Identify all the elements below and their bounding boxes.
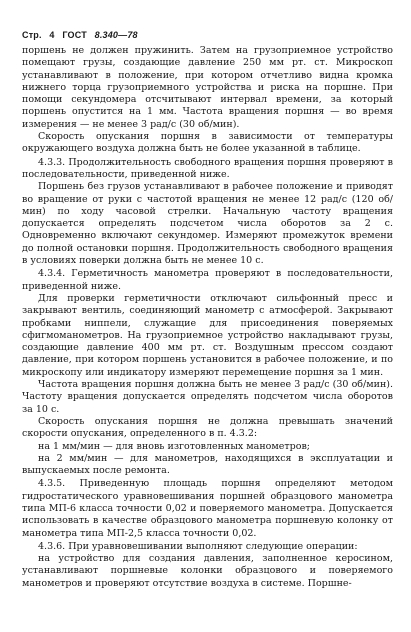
list-item: на 2 мм/мин — для манометров, находящихся в эксплуатации и выпускаемых после ремонта. bbox=[22, 452, 393, 477]
page-header bbox=[22, 30, 393, 40]
standard-code: 8.340—78 bbox=[94, 30, 138, 40]
paragraph: Поршень без грузов устанавливают в рабочее положение и приводят во вращение от руки с частотой вращения не менее 12 рад/с (120 об/мин) по ходу часовой стрелки. Начальную частоту вращения допускается определять подсчетом числа оборотов за 2 с. Одновременно включают секундомер. Измеряют промежуток времени до полной остановки поршня. Продолжительность свободного вращения в условиях поверки должна быть не менее 10 с. bbox=[22, 181, 393, 267]
section-4-3-3: 4.3.3. Продолжительность свободного вращения поршня проверяют в последовательности, приведенной ниже. bbox=[22, 156, 393, 180]
page-number: 4 bbox=[49, 30, 55, 40]
standard-name: ГОСТ bbox=[62, 30, 87, 40]
paragraph: Частота вращения поршня должна быть не менее 3 рад/с (30 об/мин). Частоту вращения допускается определять подсчетом числа оборотов за 10 с. bbox=[22, 379, 393, 415]
section-4-3-6: 4.3.6. При уравновешивании выполняют следующие операции: bbox=[38, 540, 358, 552]
list-item: на 1 мм/мин — для вновь изготовленных манометров; bbox=[38, 440, 311, 452]
paragraph: на устройство для создания давления, заполненное керосином, устанавливают поршневые колонки образцового и поверяемого манометров и проверяют отсутствие воздуха в системе. Поршне- bbox=[22, 553, 393, 589]
section-4-3-5: 4.3.5. Приведенную площадь поршня определяют методом гидростатического уравновешивания поршней образцового манометра типа МП-6 класса точности 0,02 и поверяемого манометра. Допускается использовать в качестве образцового манометра поршневую колонку от манометра типа МП-2,5 класса точности 0,02. bbox=[22, 478, 393, 539]
paragraph: Для проверки герметичности отключают сильфонный пресс и закрывают вентиль, соединяющий манометр с атмосферой. Закрывают пробками ниппели, служащие для присоединения поверяемых сфигмоманометров. На грузоприемное устройство накладывают грузы, создающие давление 400 мм рт. ст. Воздушным прессом создают давление, при котором поршень установится в рабочее положение, и по микроскопу или индикатору измеряют перемещение поршня за 1 мин. bbox=[22, 292, 393, 378]
paragraph: поршень не должен пружинить. Затем на грузоприемное устройство помещают грузы, создающие давление 250 мм рт. ст. Микроскоп устанавливают в положение, при котором отчетливо видна кромка нижнего торца грузоприемного устройства и риска на поршне. При помощи секундомера отсчитывают интервал времени, за который поршень опустится на 1 мм. Частота вращения поршня — во время измерения — не менее 3 рад/с (30 об/мин). bbox=[22, 45, 393, 130]
paragraph: Скорость опускания поршня в зависимости от температуры окружающего воздуха должна быть не более указанной в таблице. bbox=[22, 131, 393, 155]
paragraph: Скорость опускания поршня не должна превышать значений скорости опускания, определенного в п. 4.3.2: bbox=[22, 415, 393, 440]
section-4-3-4: 4.3.4. Герметичность манометра проверяют в последовательности, приведенной ниже. bbox=[22, 268, 393, 292]
document-body bbox=[22, 45, 393, 590]
page-label: Стр. bbox=[22, 30, 42, 40]
